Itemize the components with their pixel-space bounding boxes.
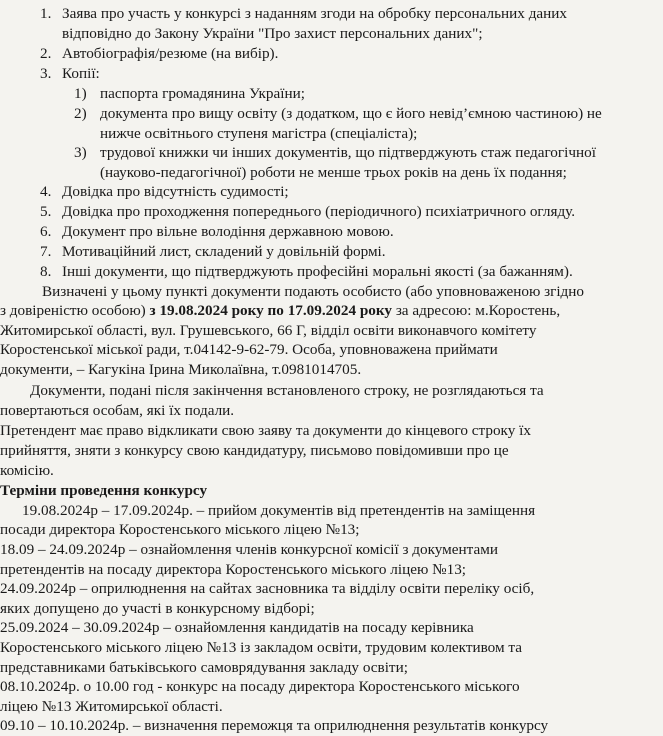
list-number: 4. xyxy=(40,183,52,200)
sublist-item-text: документа про вищу освіту (з додатком, що є його невід’ємною частиною) не xyxy=(100,105,602,122)
paragraph-line: Претендент має право відкликати свою заяву та документи до кінцевого строку їх xyxy=(0,422,531,439)
stage-line: 24.09.2024р – оприлюднення на сайтах засновника та відділу освіти переліку осіб, xyxy=(0,580,535,597)
list-item-text: відповідно до Закону України "Про захист персональних даних"; xyxy=(62,25,483,42)
sublist-number: 1) xyxy=(74,85,87,102)
list-item-text: Інші документи, що підтверджують професійні моральні якості (за бажанням). xyxy=(62,263,573,280)
paragraph-text: з довіреністю особою) xyxy=(0,302,150,319)
list-item-text: Копії: xyxy=(62,65,100,82)
sublist-number: 3) xyxy=(74,144,87,161)
sublist-number: 2) xyxy=(74,105,87,122)
sublist-item-text: паспорта громадянина України; xyxy=(100,85,305,102)
stage-line: представниками батьківського самоврядування закладу освіти; xyxy=(0,659,408,676)
paragraph-line: Коростенської міської ради, т.04142-9-62-79. Особа, уповноважена приймати xyxy=(0,341,498,358)
paragraph-line: комісію. xyxy=(0,462,54,479)
list-item-text: Документ про вільне володіння державною мовою. xyxy=(62,223,394,240)
paragraph-text: за адресою: м.Коростень, xyxy=(392,302,561,319)
stage-line: 18.09 – 24.09.2024р – ознайомлення членів конкурсної комісії з документами xyxy=(0,541,498,558)
stage-line: 25.09.2024 – 30.09.2024р – ознайомлення кандидатів на посаду керівника xyxy=(0,619,474,636)
list-number: 5. xyxy=(40,203,52,220)
paragraph-line xyxy=(0,301,560,321)
stage-line: 08.10.2024р. о 10.00 год - конкурс на посаду директора Коростенського міського xyxy=(0,678,520,695)
paragraph-line: Житомирської області, вул. Грушевського, 66 Г, відділ освіти виконавчого комітету xyxy=(0,322,537,339)
stage-line: 19.08.2024р – 17.09.2024р. – прийом документів від претендентів на заміщення xyxy=(22,502,536,519)
paragraph-line: документи, – Кагукіна Ірина Миколаївна, т.0981014705. xyxy=(0,361,362,378)
list-item-text: Мотиваційний лист, складений у довільній формі. xyxy=(62,243,386,260)
paragraph-line: прийняття, зняти з конкурсу свою кандидатуру, письмово повідомивши про це xyxy=(0,442,509,459)
list-number: 3. xyxy=(40,65,52,82)
section-heading: Терміни проведення конкурсу xyxy=(0,482,208,499)
list-item-text: Автобіографія/резюме (на вибір). xyxy=(62,45,279,62)
stage-line: яких допущено до участі в конкурсному відборі; xyxy=(0,600,315,617)
sublist-item-text: (науково-педагогічної) роботи не менше трьох років на день їх подання; xyxy=(100,164,567,181)
list-item-text: Довідка про відсутність судимості; xyxy=(62,183,289,200)
list-item-text: Заява про участь у конкурсі з наданням згоди на обробку персональних даних xyxy=(62,5,568,22)
submission-dates: з 19.08.2024 року по 17.09.2024 року xyxy=(149,302,393,319)
list-number: 1. xyxy=(40,5,52,22)
stage-line: ліцею №13 Житомирської області. xyxy=(0,698,223,715)
paragraph-line: Документи, подані після закінчення встановленого строку, не розглядаються та xyxy=(30,382,544,399)
paragraph-line: Визначені у цьому пункті документи подають особисто (або уповноваженою згідно xyxy=(42,283,585,300)
stage-line: посади директора Коростенського міського ліцею №13; xyxy=(0,521,360,538)
list-number: 2. xyxy=(40,45,52,62)
list-number: 8. xyxy=(40,263,52,280)
list-number: 6. xyxy=(40,223,52,240)
sublist-item-text: нижче освітнього ступеня магістра (спеціаліста); xyxy=(100,125,418,142)
sublist-item-text: трудової книжки чи інших документів, що підтверджують стаж педагогічної xyxy=(100,144,596,161)
stage-line: 09.10 – 10.10.2024р. – визначення переможця та оприлюднення результатів конкурсу xyxy=(0,717,549,734)
stage-line: Коростенського міського ліцею №13 із закладом освіти, трудовим колективом та xyxy=(0,639,522,656)
stage-line: претендентів на посаду директора Коростенського міського ліцею №13; xyxy=(0,561,467,578)
paragraph-line: повертаються особам, які їх подали. xyxy=(0,402,235,419)
list-number: 7. xyxy=(40,243,52,260)
list-item-text: Довідка про проходження попереднього (періодичного) психіатричного огляду. xyxy=(62,203,576,220)
